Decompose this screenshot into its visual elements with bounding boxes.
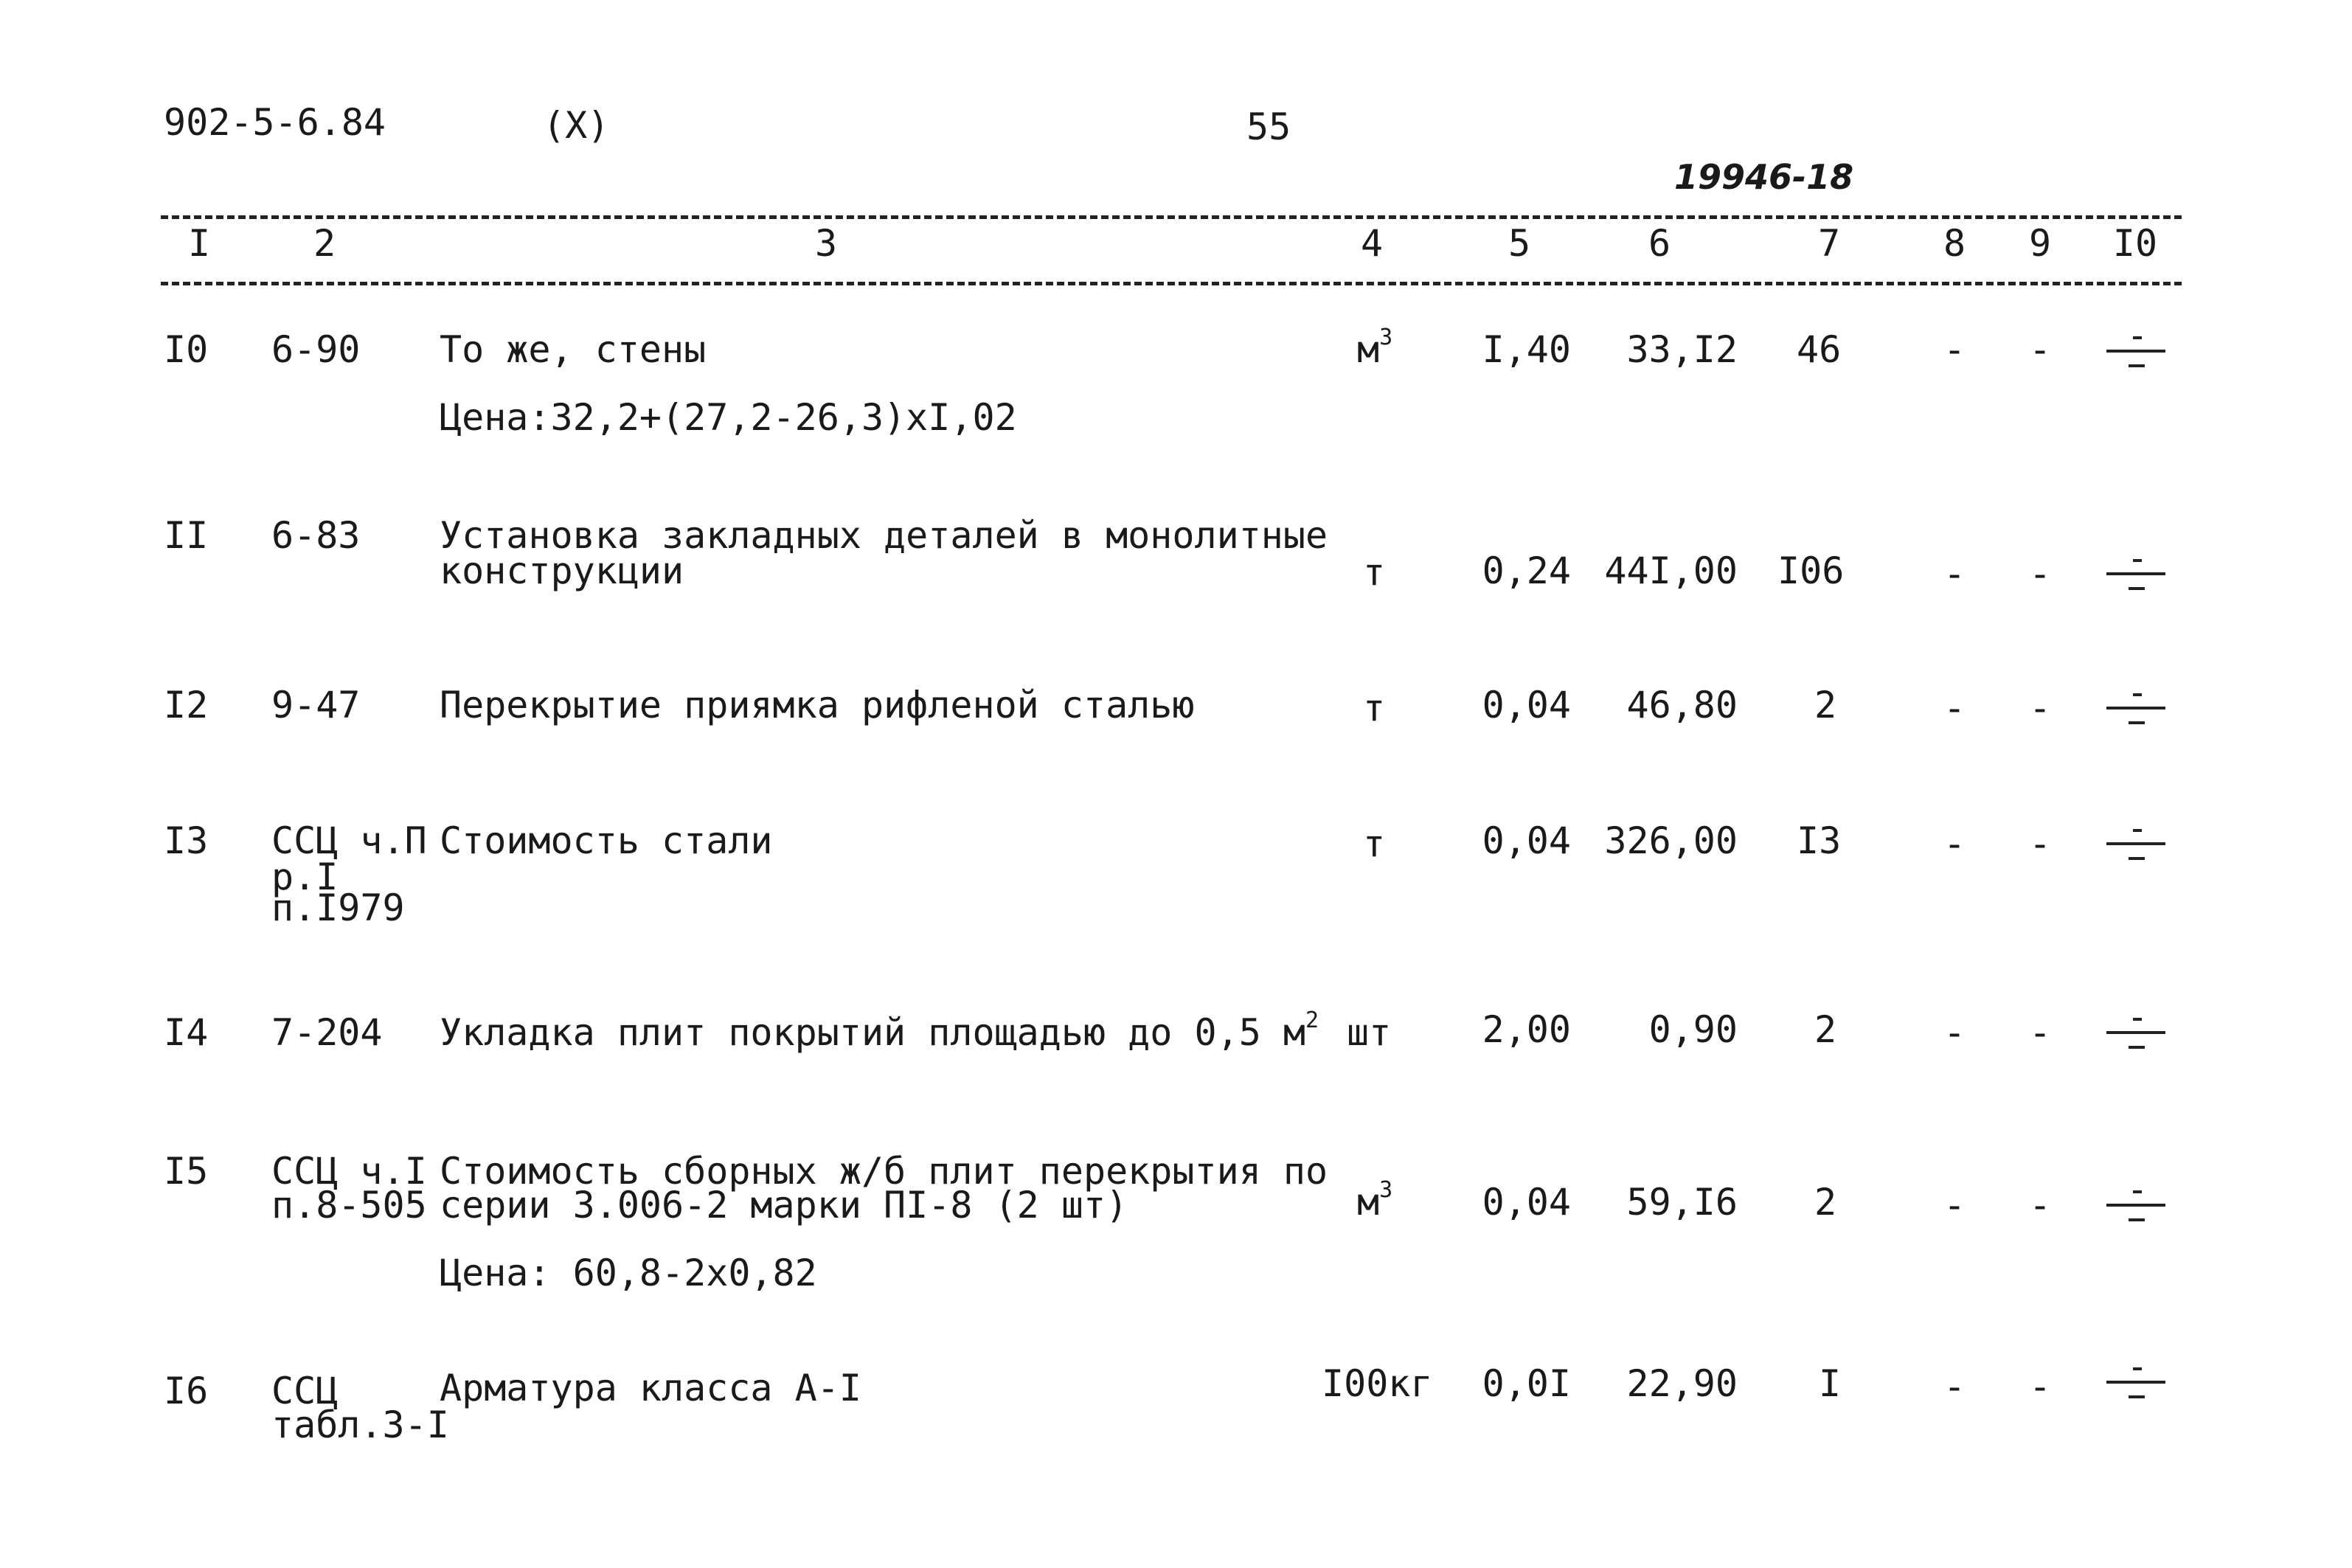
row-number: I0	[164, 328, 209, 371]
rate-code-line2: р.I	[271, 856, 339, 898]
col9-value: -	[2028, 328, 2052, 371]
col-header-8: 8	[1943, 222, 1966, 265]
total-cost: I3	[1797, 819, 1842, 862]
ditto-mark-icon	[2106, 335, 2165, 369]
page-number: 55	[1246, 105, 1291, 148]
header-top-rule	[161, 215, 2182, 219]
header-bottom-rule	[161, 282, 2182, 285]
col-header-4: 4	[1360, 222, 1384, 265]
quantity: I,40	[1482, 328, 1571, 371]
ditto-mark-icon	[2106, 692, 2165, 726]
total-cost: 2	[1814, 684, 1837, 726]
col-header-6: 6	[1648, 222, 1671, 265]
col8-value: -	[1943, 328, 1966, 371]
unit: т	[1363, 551, 1386, 594]
col8-value: -	[1943, 1184, 1966, 1227]
rate-code-line2: п.8-505	[271, 1184, 427, 1227]
col9-value: -	[2028, 822, 2052, 865]
col8-value: -	[1943, 1365, 1966, 1408]
rate-code: 6-83	[271, 514, 361, 557]
quantity: 0,04	[1482, 819, 1571, 862]
price-note: Цена: 60,8-2х0,82	[440, 1252, 817, 1294]
unit: $м^3$	[1357, 325, 1393, 371]
unit-price: 33,I2	[1626, 328, 1738, 371]
work-description: Укладка плит покрытий площадью до 0,5 $м^2$	[440, 1007, 1319, 1054]
rate-code-line2: табл.3-I	[271, 1404, 449, 1446]
work-description: Стоимость стали	[440, 819, 773, 862]
col9-value: -	[2028, 552, 2052, 595]
total-cost: I06	[1777, 549, 1845, 592]
unit: шт	[1347, 1011, 1392, 1054]
ditto-mark-icon	[2106, 828, 2165, 861]
ditto-mark-icon	[2106, 1016, 2165, 1050]
quantity: 0,04	[1482, 1181, 1571, 1224]
unit-price: 0,90	[1648, 1008, 1738, 1051]
col-header-1: I	[187, 222, 211, 265]
rate-code: ССЦ ч.I	[271, 1150, 427, 1193]
col8-value: -	[1943, 552, 1966, 595]
quantity: 0,24	[1482, 549, 1571, 592]
total-cost: I	[1819, 1362, 1842, 1405]
quantity: 0,0I	[1482, 1362, 1571, 1405]
ditto-mark-icon	[2106, 1366, 2165, 1400]
col8-value: -	[1943, 1011, 1966, 1054]
row-number: I5	[164, 1150, 209, 1193]
row-number: I4	[164, 1011, 209, 1054]
unit-price: 22,90	[1626, 1362, 1738, 1405]
row-number: II	[164, 514, 209, 557]
quantity: 0,04	[1482, 684, 1571, 726]
document-code: 902-5-6.84	[164, 101, 386, 144]
col-header-10: I0	[2112, 222, 2158, 265]
col-header-9: 9	[2028, 222, 2052, 265]
row-number: I6	[164, 1370, 209, 1412]
inventory-stamp: 19946-18	[1674, 157, 1854, 197]
col9-value: -	[2028, 1365, 2052, 1408]
rate-code: ССЦ	[271, 1370, 339, 1412]
row-number: I2	[164, 684, 209, 726]
section-label: (X)	[543, 104, 610, 147]
col-header-3: 3	[814, 222, 838, 265]
work-description: Стоимость сборных ж/б плит перекрытия по	[440, 1150, 1328, 1193]
work-description-line2: конструкции	[440, 549, 684, 592]
work-description: То же, стены	[440, 328, 707, 371]
unit-price: 46,80	[1626, 684, 1738, 726]
price-note: Цена:32,2+(27,2-26,3)хI,02	[440, 396, 1017, 439]
rate-code: 7-204	[271, 1011, 383, 1054]
total-cost: 2	[1814, 1181, 1837, 1224]
unit: I00кг	[1322, 1362, 1433, 1405]
ditto-mark-icon	[2106, 558, 2165, 592]
unit-price: 326,00	[1604, 819, 1738, 862]
unit: т	[1363, 822, 1386, 865]
unit: $м^3$	[1357, 1177, 1393, 1224]
col8-value: -	[1943, 822, 1966, 865]
col-header-7: 7	[1817, 222, 1841, 265]
work-description: Установка закладных деталей в монолитные	[440, 514, 1328, 557]
col9-value: -	[2028, 687, 2052, 729]
total-cost: 2	[1814, 1008, 1837, 1051]
rate-code: 9-47	[271, 684, 361, 726]
rate-code: 6-90	[271, 328, 361, 371]
col9-value: -	[2028, 1184, 2052, 1227]
col-header-2: 2	[313, 222, 336, 265]
total-cost: 46	[1797, 328, 1842, 371]
quantity: 2,00	[1482, 1008, 1571, 1051]
unit-price: 59,I6	[1626, 1181, 1738, 1224]
col8-value: -	[1943, 687, 1966, 729]
work-description: Перекрытие приямка рифленой сталью	[440, 684, 1195, 726]
col-header-5: 5	[1508, 222, 1531, 265]
rate-code: ССЦ ч.П	[271, 819, 427, 862]
unit-price: 44I,00	[1604, 549, 1738, 592]
work-description: Арматура класса А-I	[440, 1367, 861, 1409]
rate-code-line3: п.I979	[271, 887, 405, 929]
work-description-line2: серии 3.006-2 марки ПI-8 (2 шт)	[440, 1184, 1128, 1227]
ditto-mark-icon	[2106, 1189, 2165, 1223]
col9-value: -	[2028, 1011, 2052, 1054]
unit: т	[1363, 687, 1386, 729]
row-number: I3	[164, 819, 209, 862]
